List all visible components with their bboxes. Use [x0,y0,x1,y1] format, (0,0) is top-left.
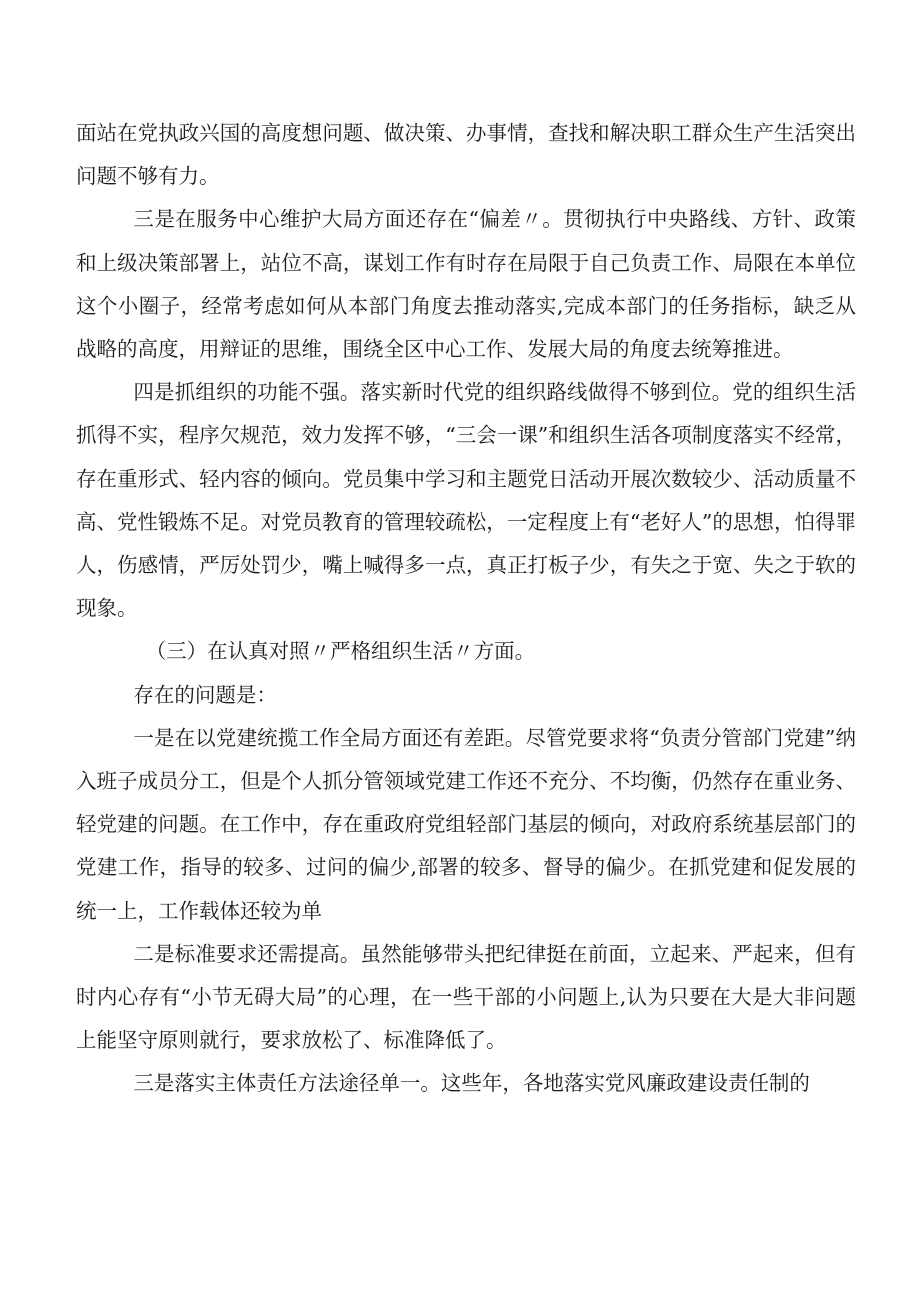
paragraph-issue-three: 三是落实主体责任方法途径单一。这些年，各地落实党风廉政建设责任制的 [133,1071,810,1096]
paragraph-issue-one: 一是在以党建统揽工作全局方面还有差距。尽管党要求将“负责分管部门党建”纳入班子成员分工，但是个人抓分管领域党建工作还不充分、不均衡，仍然存在重业务、轻党建的问题。在工作中，存在重政府党组轻部门基层的倾向，对政府系统基层部门的党建工作，指导的较多、过问的偏少,部署的较多、督导的偏少。在抓党建和促发展的统一上，工作载体还较为单 [76,725,856,923]
paragraph-continuation: 面站在党执政兴国的高度想问题、做决策、办事情，查找和解决职工群众生产生活突出问题不够有力。 [76,121,856,189]
paragraph-point-three: 三是在服务中心维护大局方面还存在“偏差〃。贯彻执行中央路线、方针、政策和上级决策部署上，站位不高，谋划工作有时存在局限于自己负责工作、局限在本单位这个小圈子，经常考虑如何从本部门角度去推动落实,完成本部门的任务指标，缺乏从战略的高度，用辩证的思维，围绕全区中心工作、发展大局的角度去统筹推进。 [76,207,856,362]
paragraph-issue-two: 二是标准要求还需提高。虽然能够带头把纪律挺在前面，立起来、严起来，但有时内心存有“小节无碍大局”的心理，在一些干部的小问题上,认为只要在大是大非问题上能坚守原则就行，要求放松了、标准降低了。 [76,941,856,1053]
paragraph-issues-intro: 存在的问题是： [133,682,277,707]
section-heading: （三）在认真对照〃严格组织生活〃方面。 [145,639,536,664]
paragraph-point-four: 四是抓组织的功能不强。落实新时代党的组织路线做得不够到位。党的组织生活抓得不实，程序欠规范，效力发挥不够，“三会一课”和组织生活各项制度落实不经常，存在重形式、轻内容的倾向。党员集中学习和主题党日活动开展次数较少、活动质量不高、党性锻炼不足。对党员教育的管理较疏松，一定程度上有“老好人”的思想，怕得罪人，伤感情，严厉处罚少，嘴上喊得多一点，真正打板子少，有失之于宽、失之于软的现象。 [76,380,856,621]
document-body [76,112,856,1106]
